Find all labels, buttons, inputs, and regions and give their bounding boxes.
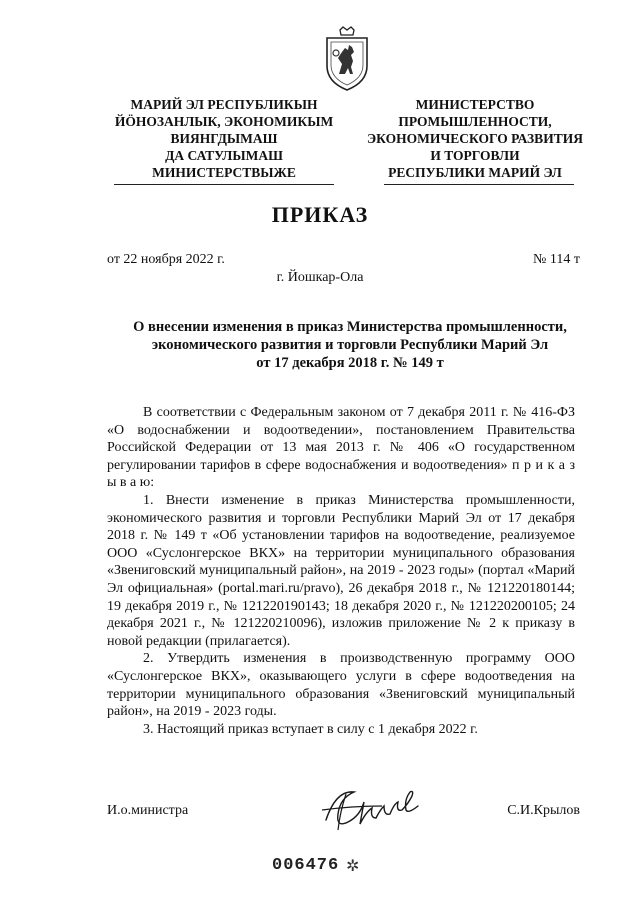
- header-right-line: РЕСПУБЛИКИ МАРИЙ ЭЛ: [388, 165, 562, 180]
- header-right-line: И ТОРГОВЛИ: [430, 148, 520, 163]
- subject-line: О внесении изменения в приказ Министерства промышленности,: [133, 319, 567, 335]
- body-paragraph-item-1: 1. Внести изменение в приказ Министерства промышленности, экономического развития и торговли Республики Марий Эл от 17 декабря 2018 г. № 149 т «Об установлении тарифов на водоотведение, реализуемое ООО «Суслонгерское ВКХ» на территории муниципального образования «Звениговский муниципальный район», на 2019 - 2023 годы» (портал «Марий Эл официальная» (portal.mari.ru/pravo), 26 декабря 2018 г., № 121220180144; 19 декабря 2019 г., № 121220190143; 18 декабря 2020 г., № 121220200105; 24 декабря 2021 г., № 121220210096), изложив приложение № 2 к приказу в новой редакции (прилагается).: [107, 492, 575, 649]
- header-right-line: ЭКОНОМИЧЕСКОГО РАЗВИТИЯ: [367, 131, 583, 146]
- body-paragraph-preamble: В соответствии с Федеральным законом от 7 декабря 2011 г. № 416-ФЗ «О водоснабжении и водоотведении», постановлением Правительства Российской Федерации от 13 мая 2013 г. № 406 «О государственном регулировании тарифов в сфере водоснабжения и водоотведения» п р и к а з ы в а ю:: [107, 405, 575, 491]
- header-left-line: МАРИЙ ЭЛ РЕСПУБЛИКЫН: [130, 97, 318, 112]
- handwritten-signature: [316, 780, 446, 836]
- header-right-line: МИНИСТЕРСТВО: [415, 97, 535, 112]
- header-left-line: ЙÖНОЗАНЛЫК, ЭКОНОМИКЫМ: [114, 114, 334, 129]
- document-city: г. Йошкар-Ола: [276, 270, 364, 285]
- form-serial-number: 006476: [272, 856, 340, 875]
- document-date: от 22 ноября 2022 г.: [107, 252, 225, 267]
- header-right-line: ПРОМЫШЛЕННОСТИ,: [398, 114, 552, 129]
- header-left-line: ВИЯНГДЫМАШ: [170, 131, 278, 146]
- document-body: [107, 404, 575, 738]
- header-left-line: МИНИСТЕРСТВЫЖЕ: [152, 165, 296, 180]
- body-paragraph-item-2: 2. Утвердить изменения в производственную программу ООО «Суслонгерское ВКХ», оказывающего услуги в сфере водоотведения на территории муниципального образования «Звениговский муниципальный район», на 2019 - 2023 годы.: [107, 651, 575, 720]
- signatory-name: С.И.Крылов: [507, 803, 580, 818]
- signatory-position: И.о.министра: [107, 803, 189, 818]
- document-title: ПРИКАЗ: [271, 202, 369, 227]
- coat-of-arms-emblem: [322, 26, 372, 92]
- header-left-underline: [114, 184, 334, 185]
- header-right-underline: [384, 184, 574, 185]
- header-left-block: [108, 96, 340, 181]
- header-right-block: [355, 96, 595, 181]
- document-subject: [100, 318, 600, 372]
- serial-mark-icon: ✲: [346, 858, 360, 875]
- body-paragraph-item-3: 3. Настоящий приказ вступает в силу с 1 декабря 2022 г.: [143, 721, 478, 737]
- header-left-line: ДА САТУЛЫМАШ: [165, 148, 283, 163]
- subject-line: экономического развития и торговли Республики Марий Эл: [151, 337, 549, 353]
- document-number: № 114 т: [533, 252, 580, 267]
- subject-line: от 17 декабря 2018 г. № 149 т: [256, 355, 444, 371]
